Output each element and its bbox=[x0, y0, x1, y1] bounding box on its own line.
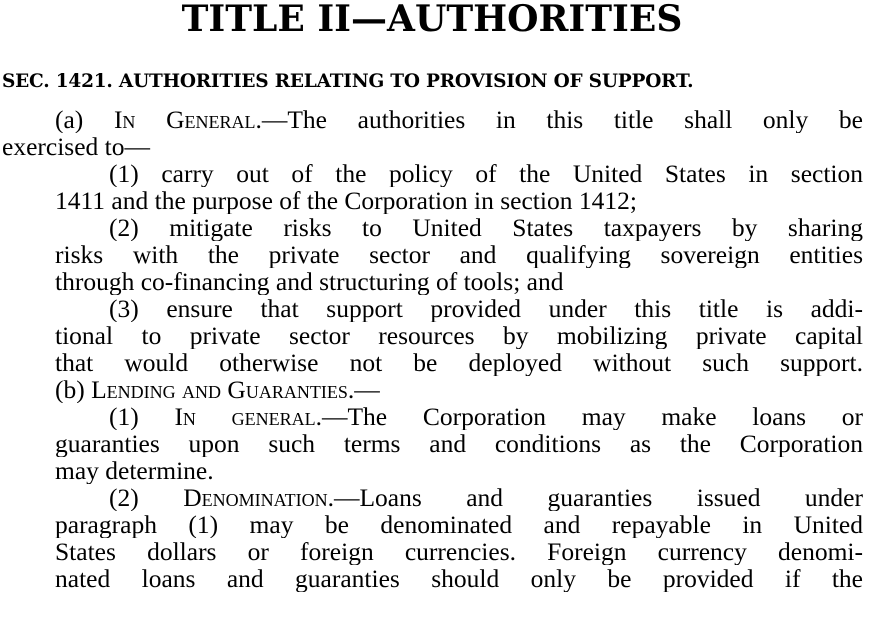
text-line bbox=[55, 457, 863, 484]
text-span: (2) bbox=[109, 484, 184, 511]
text-span: —The authorities in this title shall only be bbox=[261, 106, 863, 133]
text-line bbox=[55, 241, 863, 268]
text-line bbox=[55, 538, 863, 565]
text-line bbox=[55, 268, 863, 295]
text-line bbox=[55, 187, 863, 214]
section-heading: SEC. 1421. AUTHORITIES RELATING TO PROVISION OF SUPPORT. bbox=[2, 71, 694, 92]
text-span: tional to private sector resources by mobilizing private capital bbox=[55, 322, 863, 349]
text-span: — bbox=[354, 376, 380, 403]
text-span: through co-financing and structuring of tools; and bbox=[55, 268, 564, 295]
text-span: (b) bbox=[55, 376, 92, 403]
text-line bbox=[55, 511, 863, 538]
text-line bbox=[55, 106, 863, 133]
text-line bbox=[55, 376, 863, 403]
subsection-heading-a: In General. bbox=[113, 106, 262, 133]
page-title: TITLE II—AUTHORITIES bbox=[181, 0, 683, 40]
text-span: may determine. bbox=[55, 457, 214, 484]
text-span: 1411 and the purpose of the Corporation in section 1412; bbox=[55, 187, 637, 214]
text-line bbox=[109, 295, 863, 322]
subsection-heading-b: Lending and Guaranties. bbox=[91, 376, 355, 403]
text-span: (3) ensure that support provided under this title is addi- bbox=[109, 295, 863, 322]
text-span: (2) mitigate risks to United States taxpayers by sharing bbox=[109, 214, 863, 241]
text-line bbox=[109, 160, 863, 187]
text-span: (1) carry out of the policy of the United States in section bbox=[109, 160, 863, 187]
text-span: exercised to— bbox=[2, 133, 150, 160]
paragraph-heading-2: Denomination. bbox=[183, 484, 334, 511]
text-span: paragraph (1) may be denominated and repayable in United bbox=[55, 511, 863, 538]
text-line bbox=[55, 430, 863, 457]
paragraph-heading-1: In general. bbox=[174, 403, 322, 430]
text-span: nated loans and guaranties should only be provided if the bbox=[55, 565, 863, 592]
text-span: risks with the private sector and qualifying sovereign entities bbox=[55, 241, 863, 268]
text-line bbox=[2, 133, 863, 160]
text-line bbox=[55, 322, 863, 349]
text-line bbox=[109, 214, 863, 241]
text-line bbox=[109, 484, 863, 511]
text-span: (a) bbox=[55, 106, 114, 133]
text-span: —Loans and guaranties issued under bbox=[333, 484, 863, 511]
text-line bbox=[55, 565, 863, 592]
text-span: guaranties upon such terms and conditions as the Corporation bbox=[55, 430, 863, 457]
text-line bbox=[55, 349, 863, 376]
text-span: (1) bbox=[109, 403, 175, 430]
text-span: that would otherwise not be deployed without such support. bbox=[55, 349, 863, 376]
text-span: —The Corporation may make loans or bbox=[321, 403, 863, 430]
text-line bbox=[109, 403, 863, 430]
text-span: States dollars or foreign currencies. Foreign currency denomi- bbox=[55, 538, 863, 565]
